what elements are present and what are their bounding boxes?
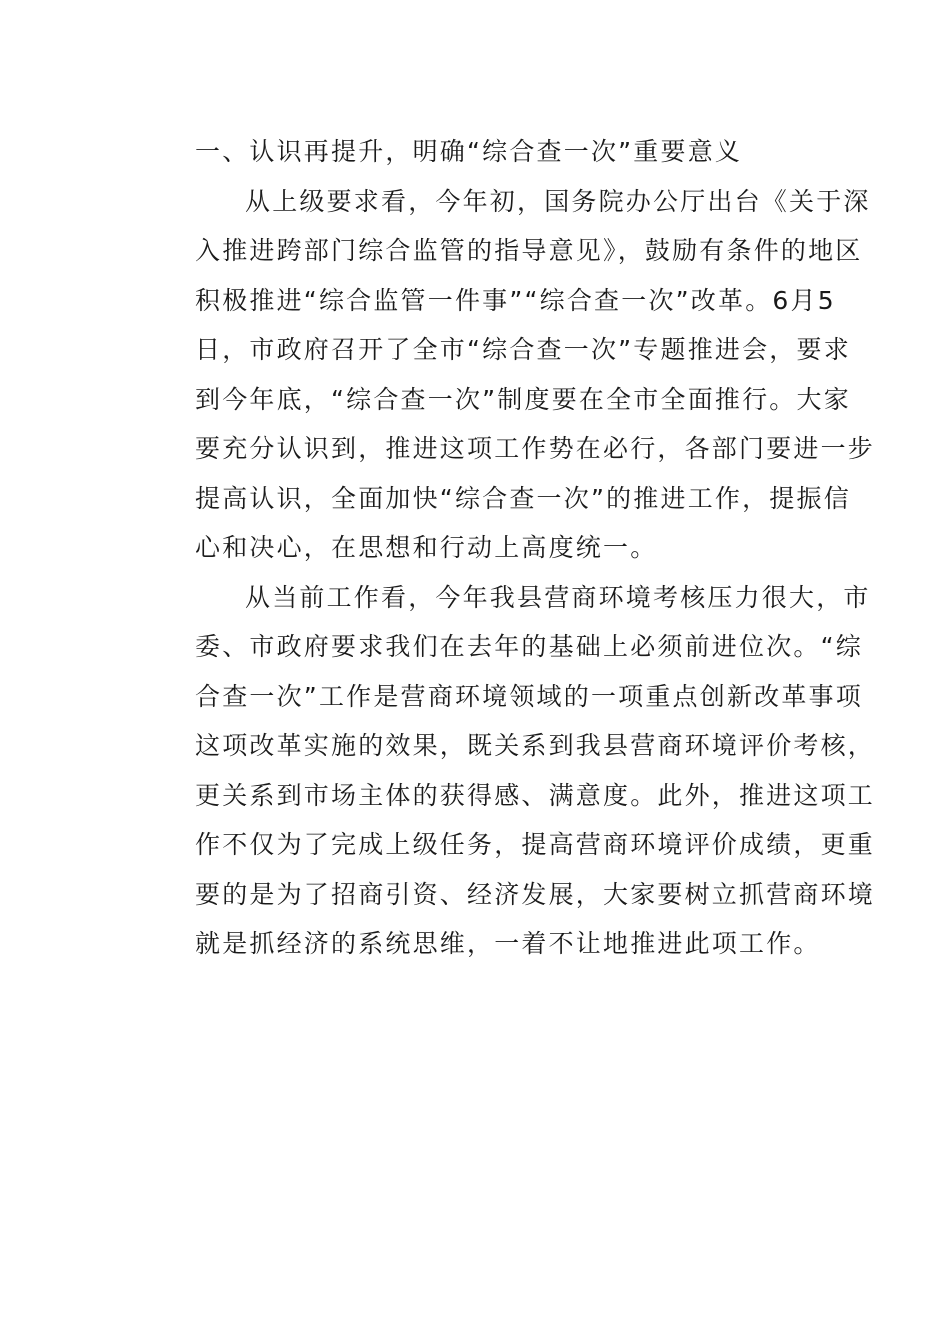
paragraph-1 (145, 177, 876, 573)
paragraph-line: 入推进跨部门综合监管的指导意见》，鼓励有条件的地区 (195, 236, 863, 265)
paragraph-line: 合查一次”工作是营商环境领域的一项重点创新改革事项 (195, 681, 863, 711)
paragraph-line: 从当前工作看，今年我县营商环境考核压力很大，市 (245, 582, 871, 612)
paragraph-line: 积极推进“综合监管一件事”“综合查一次”改革。6月5 (195, 285, 836, 315)
paragraph-line: 就是抓经济的系统思维，一着不让地推进此项工作。 (195, 929, 821, 958)
paragraph-line: 提高认识，全面加快“综合查一次”的推进工作，提振信 (195, 483, 851, 513)
section-heading: 一、认识再提升，明确“综合查一次”重要意义 (195, 137, 743, 166)
paragraph-line: 到今年底，“综合查一次”制度要在全市全面推行。大家 (195, 384, 851, 414)
paragraph-line: 要的是为了招商引资、经济发展，大家要树立抓营商环境 (195, 879, 876, 909)
paragraph-line: 作不仅为了完成上级任务，提高营商环境评价成绩，更重 (195, 830, 876, 859)
paragraph-line: 委、市政府要求我们在去年的基础上必须前进位次。“综 (195, 632, 863, 661)
paragraph-line: 从上级要求看，今年初，国务院办公厅出台《关于深 (245, 186, 871, 216)
paragraph-line: 更关系到市场主体的获得感、满意度。此外，推进这项工 (195, 780, 876, 810)
paragraph-line: 这项改革实施的效果，既关系到我县营商环境评价考核， (195, 731, 876, 760)
paragraph-line: 日，市政府召开了全市“综合查一次”专题推进会，要求 (195, 335, 851, 364)
paragraph-line: 心和决心，在思想和行动上高度统一。 (195, 533, 658, 562)
paragraph-2 (145, 573, 876, 969)
paragraph-line: 要充分认识到，推进这项工作势在必行，各部门要进一步 (195, 434, 876, 463)
document-body (145, 127, 876, 969)
